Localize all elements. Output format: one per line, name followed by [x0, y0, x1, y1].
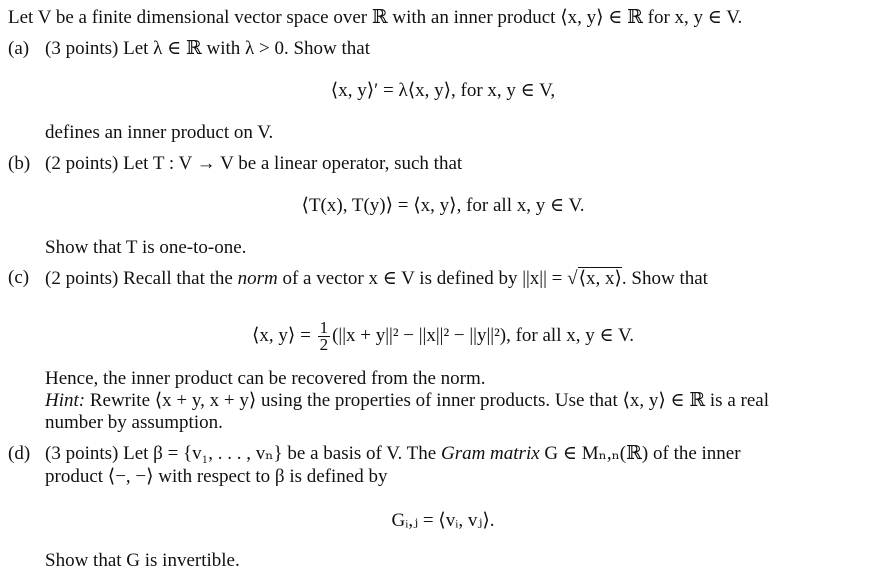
part-c-stmt-pre: (2 points) Recall that the — [45, 268, 238, 289]
part-b-label: (b) — [8, 153, 31, 174]
part-c-stmt-post: . Show that — [621, 268, 708, 289]
part-c-eq-lhs: ⟨x, y⟩ = — [252, 324, 316, 346]
part-a-conclusion: defines an inner product on V. — [45, 122, 274, 143]
part-d-label: (d) — [8, 443, 31, 464]
part-c-hint — [45, 390, 769, 412]
part-d-stmt-pre: (3 points) Let β = {v₁, . . . , vₙ} be a basis of V. The — [45, 443, 441, 464]
fraction-denominator: 2 — [319, 335, 329, 354]
hint-label: Hint: — [45, 390, 86, 411]
part-d-statement-2: product ⟨−, −⟩ with respect to β is defined by — [45, 466, 388, 487]
part-b-statement: (2 points) Let T : V → V be a linear operator, such that — [45, 153, 463, 174]
part-d-stmt-post: G ∈ Mₙ,ₙ(ℝ) of the inner — [539, 443, 741, 464]
part-a-statement: (3 points) Let λ ∈ ℝ with λ > 0. Show that — [45, 38, 370, 59]
fraction-numerator: 1 — [319, 318, 329, 337]
part-c-eq-rhs: (||x + y||² − ||x||² − ||y||²), for all x, y ∈ V. — [332, 324, 634, 346]
part-c-hint-cont: number by assumption. — [45, 412, 223, 433]
part-c-conclusion: Hence, the inner product can be recovered from the norm. — [45, 368, 486, 389]
part-d-equation: Gᵢ,ⱼ = ⟨vᵢ, vⱼ⟩. — [391, 510, 495, 531]
part-b-equation: ⟨T(x), T(y)⟩ = ⟨x, y⟩, for all x, y ∈ V. — [301, 195, 585, 216]
part-a-label: (a) — [8, 38, 30, 59]
part-b-conclusion: Show that T is one-to-one. — [45, 237, 247, 258]
part-a-equation: ⟨x, y⟩′ = λ⟨x, y⟩, for x, y ∈ V, — [330, 80, 556, 101]
part-d-emphasis: Gram matrix — [440, 443, 540, 464]
part-d-statement — [45, 443, 741, 465]
part-d-conclusion: Show that G is invertible. — [45, 550, 240, 571]
part-c-emphasis: norm — [237, 268, 278, 289]
part-c-equation — [0, 320, 886, 353]
problem-intro: Let V be a finite dimensional vector space over ℝ with an inner product ⟨x, y⟩ ∈ ℝ for x, y ∈ V. — [8, 7, 743, 28]
sqrt-argument: ⟨x, x⟩ — [578, 268, 622, 289]
one-half-fraction — [318, 320, 331, 353]
hint-text: Rewrite ⟨x + y, x + y⟩ using the properties of inner products. Use that ⟨x, y⟩ ∈ ℝ is a real — [85, 390, 769, 411]
part-c-stmt-mid: of a vector x ∈ V is defined by ||x|| = — [277, 268, 568, 289]
part-c-statement — [45, 267, 708, 290]
sqrt-symbol: √ — [567, 268, 578, 289]
part-c-label: (c) — [8, 267, 30, 288]
